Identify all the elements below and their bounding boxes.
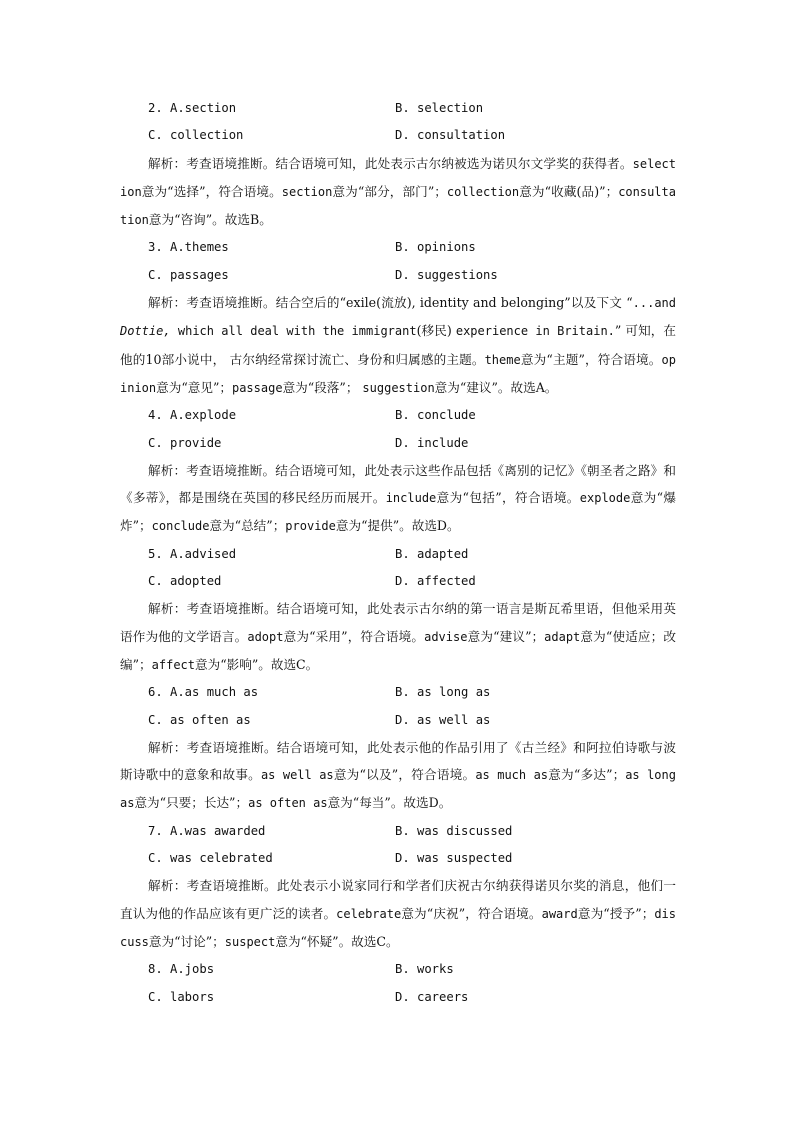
english-term: ...and	[632, 296, 676, 311]
question-block	[120, 402, 676, 540]
options-row	[120, 430, 676, 457]
answer-option: C. collection	[148, 128, 244, 143]
answer-option: D. careers	[395, 989, 469, 1004]
analysis-paragraph	[120, 872, 676, 956]
question-block	[120, 234, 676, 402]
english-term: conclude	[151, 519, 210, 534]
analysis-text: 意为“影响”。故选C。	[195, 656, 319, 672]
answer-option: 5. A.advised	[148, 546, 237, 561]
options-row	[120, 818, 676, 845]
analysis-paragraph	[120, 734, 676, 818]
analysis-text: 解析：考查语境推断。此处表示小说家同行和学者们庆祝古尔纳获得诺贝尔奖的消息，他们一直认为他的作品应该有更广泛的读者。	[120, 878, 676, 921]
options-row	[120, 541, 676, 568]
options-row	[120, 679, 676, 706]
answer-option: 2. A.section	[148, 101, 237, 115]
question-block	[120, 818, 676, 956]
options-row	[120, 845, 676, 872]
analysis-text: 意为“建议”；	[467, 628, 545, 644]
english-term: award	[541, 906, 578, 921]
answer-option: B. opinions	[395, 240, 476, 255]
answer-option: 3. A.themes	[148, 240, 229, 255]
answer-option: C. was celebrated	[148, 851, 273, 866]
english-term: advise	[424, 629, 468, 644]
question-block	[120, 95, 676, 234]
answer-option: D. suggestions	[395, 267, 498, 282]
analysis-text: 意为“以及”，符合语境。	[333, 767, 476, 783]
english-term: consultation	[120, 184, 676, 228]
analysis-text: 解析：考查语境推断。结合语境可知，此处表示古尔纳被选为诺贝尔文学奖的获得者。	[148, 155, 633, 171]
english-term: provide	[285, 519, 336, 534]
analysis-text: 意为“授予”；	[577, 905, 655, 921]
analysis-text: ” 可知，在他的10部小说中， 古尔纳经常探讨流亡、身份和归属感的主题。	[120, 323, 676, 367]
english-term: affect	[151, 657, 195, 672]
answer-option: B. as long as	[395, 685, 491, 700]
question-block	[120, 541, 676, 679]
english-term: suspect	[224, 934, 276, 949]
english-term: discuss	[120, 906, 676, 949]
answer-option: B. works	[395, 962, 454, 977]
analysis-text: 解析：考查语境推断。结合语境可知，此处表示他的作品引用了《古兰经》和阿拉伯诗歌与波斯诗歌中的意象和故事。	[120, 739, 676, 783]
answer-option: D. was suspected	[395, 851, 513, 866]
options-row	[120, 956, 676, 983]
options-row	[120, 984, 676, 1011]
answer-option: 8. A.jobs	[148, 962, 215, 977]
analysis-text: 意为“爆炸”；	[120, 490, 676, 534]
english-term: explode	[579, 491, 631, 506]
answer-option: C. as often as	[148, 712, 251, 727]
answer-option: 4. A.explode	[148, 408, 237, 423]
analysis-text: 意为“多达”；	[548, 767, 626, 783]
answer-option: B. conclude	[395, 408, 476, 423]
answer-option: B. selection	[395, 101, 484, 115]
english-term: section	[281, 184, 333, 199]
analysis-text: 解析：考查语境推断。结合语境可知，此处表示这些作品包括《离别的记忆》《朝圣者之路》和《多蒂》，都是围绕在英国的移民经历而展开。	[120, 462, 676, 506]
document-content	[120, 95, 676, 1011]
english-term: Dottie,	[120, 324, 171, 339]
english-term: adopt	[247, 629, 284, 644]
options-row	[120, 707, 676, 734]
analysis-text: 意为“总结”；	[209, 518, 286, 534]
answer-option: C. labors	[148, 989, 215, 1004]
english-term: suggestion	[362, 380, 435, 395]
answer-option: C. provide	[148, 435, 222, 450]
english-term: include	[385, 491, 437, 506]
analysis-text: 意为“选择”，符合语境。	[141, 183, 282, 199]
analysis-text: 意为“只要；长达”；	[134, 795, 249, 811]
analysis-text: 解析：考查语境推断。结合语境可知，此处表示古尔纳的第一语言是斯瓦希里语，但他采用英语作为他的文学语言。	[120, 601, 676, 644]
answer-option: B. adapted	[395, 546, 469, 561]
answer-option: B. was discussed	[395, 823, 513, 838]
question-block	[120, 956, 676, 1011]
english-term: as much as	[475, 768, 549, 783]
analysis-text: 意为“讨论”；	[148, 933, 225, 949]
analysis-text: 意为“段落”；	[282, 379, 363, 395]
english-term: collection	[446, 184, 520, 199]
english-term: as well as	[260, 768, 334, 783]
analysis-text: 意为“咨询”。故选B。	[148, 212, 272, 228]
analysis-text: 意为“使适应；改编”；	[120, 628, 676, 672]
english-term: theme	[484, 352, 521, 367]
analysis-text: 意为“怀疑”。故选C。	[275, 933, 399, 949]
answer-option: D. consultation	[395, 128, 506, 143]
options-row	[120, 262, 676, 289]
analysis-text: (移民)	[416, 323, 456, 339]
analysis-paragraph	[120, 595, 676, 679]
analysis-text: 意为“主题”，符合语境。	[520, 351, 662, 367]
question-block	[120, 679, 676, 817]
answer-option: C. passages	[148, 267, 229, 282]
english-term: which all deal with the immigrant	[170, 324, 417, 339]
english-term: experience in Britain.	[455, 324, 615, 339]
analysis-text: 意为“收藏(品)”；	[519, 183, 619, 199]
answer-option: 6. A.as much as	[148, 685, 259, 700]
english-term: celebrate	[336, 906, 402, 921]
analysis-text: 意为“意见”；	[156, 379, 232, 395]
analysis-text: 意为“庆祝”，符合语境。	[401, 905, 542, 921]
answer-option: 7. A.was awarded	[148, 823, 266, 838]
analysis-paragraph	[120, 289, 676, 402]
english-term: as often as	[248, 796, 328, 811]
answer-option: D. include	[395, 435, 469, 450]
answer-option: C. adopted	[148, 574, 222, 589]
options-row	[120, 402, 676, 429]
answer-option: D. affected	[395, 574, 476, 589]
analysis-text: 解析：考查语境推断。结合空后的“exile(流放), identity and belonging”以及下文 “	[148, 295, 633, 311]
english-term: passage	[231, 380, 283, 395]
english-term: opinion	[120, 352, 676, 395]
english-term: adapt	[544, 629, 581, 644]
analysis-text: 意为“包括”，符合语境。	[436, 490, 580, 506]
english-term: as long as	[120, 768, 676, 811]
analysis-text: 意为“每当”。故选D。	[327, 795, 452, 811]
analysis-text: 意为“建议”。故选A。	[434, 379, 558, 395]
options-row	[120, 122, 676, 149]
options-row	[120, 95, 676, 122]
analysis-paragraph	[120, 150, 676, 235]
answer-option: D. as well as	[395, 712, 491, 727]
analysis-text: 意为“部分，部门”；	[332, 183, 447, 199]
analysis-text: 意为“提供”。故选D。	[335, 518, 460, 534]
analysis-paragraph	[120, 457, 676, 541]
analysis-text: 意为“采用”，符合语境。	[283, 628, 425, 644]
options-row	[120, 234, 676, 261]
english-term: selection	[120, 156, 676, 199]
options-row	[120, 568, 676, 595]
